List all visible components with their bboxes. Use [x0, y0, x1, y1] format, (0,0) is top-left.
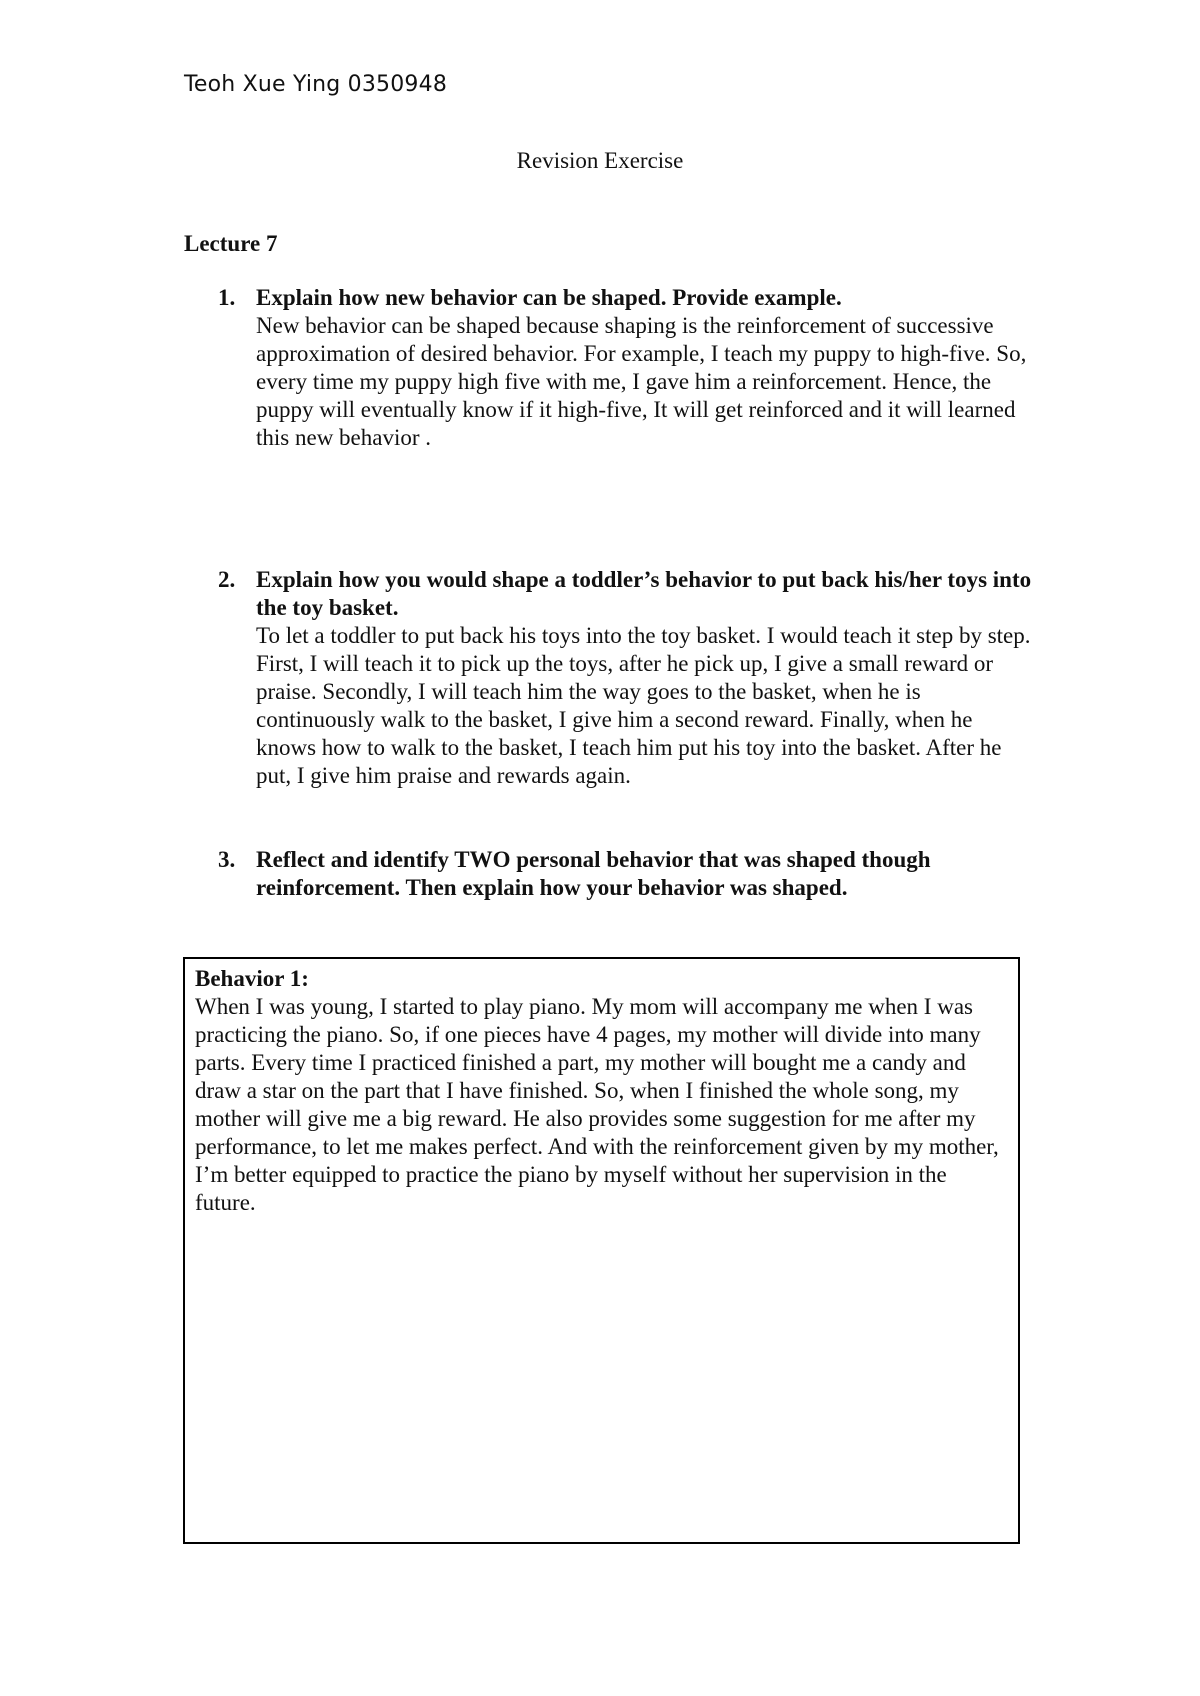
question-prompt: Explain how you would shape a toddler’s behavior to put back his/her toys into the toy basket. — [256, 567, 1032, 620]
question-answer: To let a toddler to put back his toys into the toy basket. I would teach it step by step. First, I will teach it to pick up the toys, after he pick up, I give a small reward or praise. Secondly, I will teach him the way goes to the basket, when he is continuously walk to the basket, I give him a second reward. Finally, when he knows how to walk to the basket, I teach him put his toy into the basket. After he put, I give him praise and rewards again. — [256, 623, 1031, 788]
question-answer: New behavior can be shaped because shaping is the reinforcement of successive approximation of desired behavior. For example, I teach my puppy to high-five. So, every time my puppy high five with me, I gave him a reinforcement. Hence, the puppy will eventually know if it high-five, It will get reinforced and it will learned this new behavior . — [256, 313, 1027, 450]
author-name: Teoh Xue Ying 0350948 — [184, 72, 448, 97]
behavior-text: When I was young, I started to play piano. My mom will accompany me when I was practicing the piano. So, if one pieces have 4 pages, my mother will divide into many parts. Every time I practiced finished a part, my mother will bought me a candy and draw a star on the part that I have finished. So, when I finished the whole song, my mother will give me a big reward. He also provides some suggestion for me after my performance, to let me makes perfect. And with the reinforcement given by my mother, I’m better equipped to practice the piano by myself without her supervision in the future. — [195, 994, 999, 1215]
question-item — [218, 284, 1038, 452]
page-title: Revision Exercise — [516, 148, 684, 173]
lecture-heading: Lecture 7 — [184, 231, 278, 256]
question-prompt: Reflect and identify TWO personal behavior that was shaped though reinforcement. Then explain how your behavior was shaped. — [256, 847, 931, 900]
behavior-heading: Behavior 1: — [195, 966, 309, 991]
question-number: 1. — [218, 285, 236, 310]
behavior-answer-box — [183, 957, 1020, 1544]
question-number: 3. — [218, 847, 236, 872]
question-number: 2. — [218, 567, 236, 592]
question-item — [218, 566, 1038, 790]
question-item — [218, 846, 1038, 902]
question-body — [256, 284, 1038, 452]
question-body — [256, 846, 1038, 902]
question-prompt: Explain how new behavior can be shaped. Provide example. — [256, 285, 842, 310]
question-body — [256, 566, 1038, 790]
